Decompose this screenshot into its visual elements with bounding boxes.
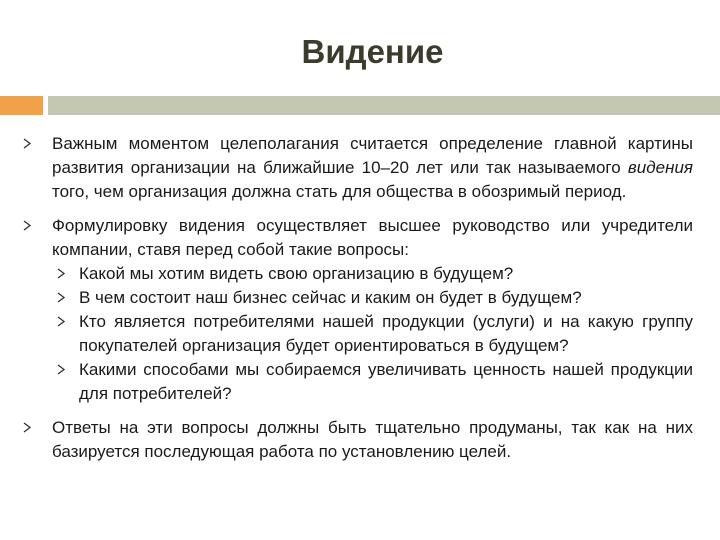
chevron-arrow-icon	[57, 286, 71, 310]
bullet-text: Ответы на эти вопросы должны быть тщательно продуманы, так как на них базируется последующая работа по установлению целей.	[52, 418, 693, 461]
emphasis-text: видения	[627, 158, 693, 177]
chevron-arrow-icon	[23, 214, 37, 238]
bullet-item-vision-formulation	[0, 214, 720, 406]
sub-item-text: Какими способами мы собираемся увеличивать ценность нашей продукции для потребителей?	[79, 360, 693, 403]
sub-item-text: В чем состоит наш бизнес сейчас и каким он будет в будущем?	[79, 288, 582, 307]
sub-item-text: Какой мы хотим видеть свою организацию в будущем?	[79, 264, 514, 283]
title-underline-bar	[48, 96, 720, 115]
bullet-text: того, чем организация должна стать для общества в обозримый период.	[52, 182, 627, 201]
bullet-text: Важным моментом целеполагания считается определение главной картины развития организации на ближайшие 10–20 лет или так называемого	[52, 134, 693, 177]
sub-item-question	[52, 286, 693, 310]
content-area	[0, 132, 720, 464]
sub-item-text: Кто является потребителями нашей продукции (услуги) и на какую группу покупателей организация будет ориентироваться в будущем?	[79, 312, 693, 355]
accent-square	[0, 96, 43, 115]
chevron-arrow-icon	[57, 262, 71, 286]
chevron-arrow-icon	[57, 358, 71, 382]
bullet-item-vision-definition	[0, 132, 720, 204]
chevron-arrow-icon	[23, 416, 37, 440]
chevron-arrow-icon	[57, 310, 71, 334]
sub-item-question	[52, 310, 693, 358]
sub-item-question	[52, 358, 693, 406]
bullet-item-answers	[0, 416, 720, 464]
chevron-arrow-icon	[23, 132, 37, 156]
bullet-text: Формулировку видения осуществляет высшее руководство или учредители компании, ставя перед собой такие вопросы:	[52, 216, 693, 259]
slide-title: Видение	[301, 33, 444, 70]
sub-item-question	[52, 262, 693, 286]
